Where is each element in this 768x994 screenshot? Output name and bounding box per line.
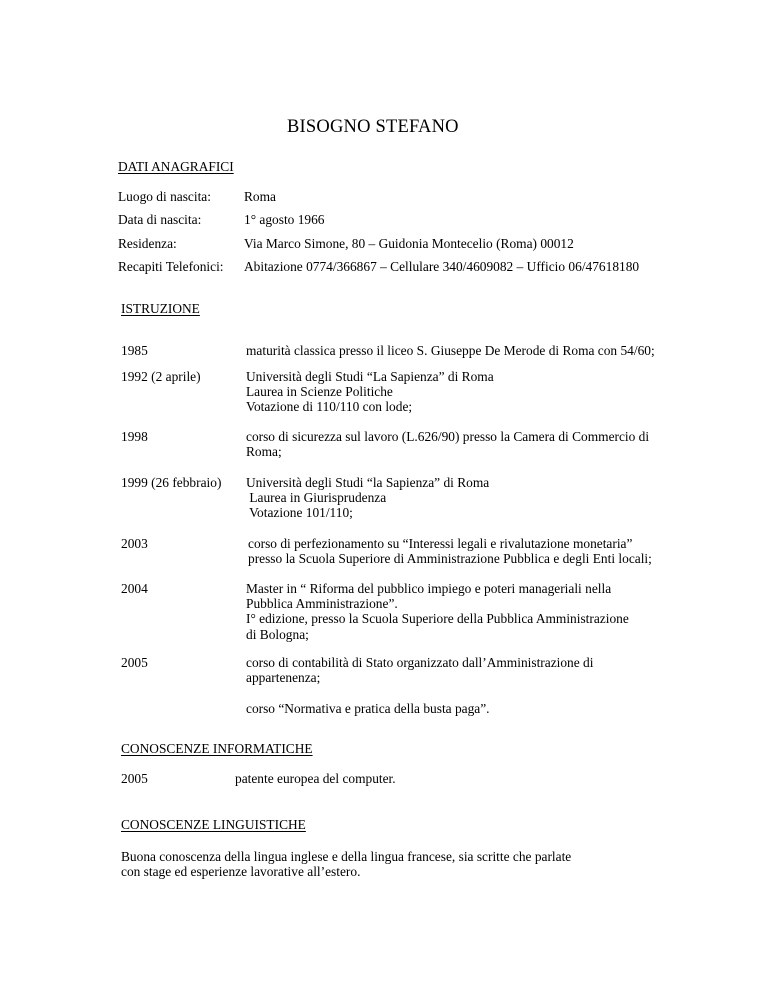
- field-value: Roma: [244, 189, 276, 204]
- entry-text: Master in “ Riforma del pubblico impiego e poteri manageriali nella Pubblica Amministrazione”. I° edizione, presso la Scuola Superiore della Pubblica Amministrazione di Bologna;: [246, 581, 629, 642]
- entry-date: 2003: [121, 536, 148, 551]
- entry-date: 2004: [121, 581, 148, 596]
- section-heading-conoscenze-informatiche: CONOSCENZE INFORMATICHE: [121, 741, 313, 756]
- field-value: 1° agosto 1966: [244, 212, 325, 227]
- entry-text: Università degli Studi “la Sapienza” di Roma Laurea in Giurisprudenza Votazione 101/110;: [246, 475, 490, 521]
- entry-date: 1992 (2 aprile): [121, 369, 201, 384]
- section-heading-istruzione: ISTRUZIONE: [121, 301, 200, 316]
- entry-text: patente europea del computer.: [235, 771, 396, 786]
- entry-date: 2005: [121, 655, 148, 670]
- field-value: Via Marco Simone, 80 – Guidonia Montecelio (Roma) 00012: [244, 236, 574, 251]
- entry-text: maturità classica presso il liceo S. Giuseppe De Merode di Roma con 54/60;: [246, 343, 655, 358]
- section-heading-conoscenze-linguistiche: CONOSCENZE LINGUISTICHE: [121, 817, 306, 832]
- field-value: Abitazione 0774/366867 – Cellulare 340/4609082 – Ufficio 06/47618180: [244, 259, 640, 274]
- field-label: Luogo di nascita:: [118, 189, 211, 204]
- entry-date: 1985: [121, 343, 148, 358]
- entry-text: corso di contabilità di Stato organizzato dall’Amministrazione di appartenenza;: [246, 655, 594, 686]
- entry-date: 1999 (26 febbraio): [121, 475, 222, 490]
- paragraph-text: Buona conoscenza della lingua inglese e della lingua francese, sia scritte che parlate con stage ed esperienze lavorative all’estero.: [121, 849, 572, 880]
- field-label: Data di nascita:: [118, 212, 202, 227]
- entry-text: corso di sicurezza sul lavoro (L.626/90) presso la Camera di Commercio di Roma;: [246, 429, 650, 460]
- entry-text: corso di perfezionamento su “Interessi legali e rivalutazione monetaria” presso la Scuola Superiore di Amministrazione Pubblica e degli Enti locali;: [248, 536, 652, 567]
- section-heading-dati-anagrafici: DATI ANAGRAFICI: [118, 159, 234, 174]
- field-label: Recapiti Telefonici:: [118, 259, 224, 274]
- entry-text: Università degli Studi “La Sapienza” di Roma Laurea in Scienze Politiche Votazione di 110/110 con lode;: [246, 369, 494, 415]
- entry-date: 2005: [121, 771, 148, 786]
- field-label: Residenza:: [118, 236, 177, 251]
- page-title: BISOGNO STEFANO: [287, 117, 459, 137]
- entry-text: corso “Normativa e pratica della busta paga”.: [246, 701, 490, 716]
- entry-date: 1998: [121, 429, 148, 444]
